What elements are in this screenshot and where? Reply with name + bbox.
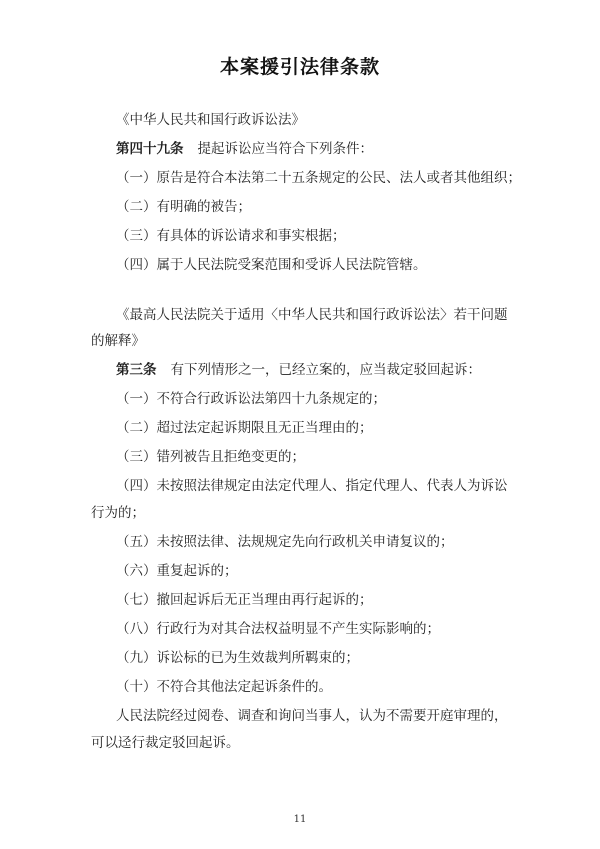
list-item: （四）未按照法律规定由法定代理人、指定代理人、代表人为诉讼 bbox=[116, 478, 508, 494]
page-title: 本案援引法律条款 bbox=[219, 56, 380, 78]
list-item: （九）诉讼标的已为生效裁判所羁束的； bbox=[116, 650, 359, 666]
list-item: （五）未按照法律、法规规定先向行政机关申请复议的； bbox=[116, 534, 454, 550]
closing-paragraph-cont: 可以迳行裁定驳回起诉。 bbox=[91, 735, 240, 751]
article-text: 提起诉讼应当符合下列条件： bbox=[197, 141, 373, 157]
list-item: （四）属于人民法院受案范围和受诉人民法院管辖。 bbox=[116, 257, 427, 273]
list-item: （二）超过法定起诉期限且无正当理由的； bbox=[116, 420, 373, 436]
article-head: 第三条 bbox=[116, 362, 157, 378]
list-item: （三）错列被告且拒绝变更的； bbox=[116, 449, 305, 465]
closing-paragraph: 人民法院经过阅卷、调查和询问当事人，认为不需要开庭审理的， bbox=[116, 708, 508, 724]
list-item: （一）不符合行政诉讼法第四十九条规定的； bbox=[116, 391, 386, 407]
law-title-interpretation: 《最高人民法院关于适用〈中华人民共和国行政诉讼法〉若干问题 bbox=[116, 307, 508, 323]
article-head: 第四十九条 bbox=[116, 141, 184, 157]
list-item: （八）行政行为对其合法权益明显不产生实际影响的； bbox=[116, 621, 440, 637]
list-item: （十）不符合其他法定起诉条件的。 bbox=[116, 679, 332, 695]
article-3 bbox=[116, 358, 481, 378]
article-49 bbox=[116, 137, 373, 157]
list-item: （六）重复起诉的； bbox=[116, 563, 238, 579]
law-title-interpretation-cont: 的解释》 bbox=[91, 333, 145, 349]
article-text: 有下列情形之一，已经立案的，应当裁定驳回起诉： bbox=[170, 362, 481, 378]
page-number: 11 bbox=[293, 814, 307, 825]
list-item: （一）原告是符合本法第二十五条规定的公民、法人或者其他组织； bbox=[116, 170, 521, 186]
list-item-continuation: 行为的； bbox=[91, 505, 145, 521]
list-item: （三）有具体的诉讼请求和事实根据； bbox=[116, 228, 346, 244]
list-item: （七）撤回起诉后无正当理由再行起诉的； bbox=[116, 592, 373, 608]
list-item: （二）有明确的被告； bbox=[116, 199, 251, 215]
law-title-admin-litigation: 《中华人民共和国行政诉讼法》 bbox=[116, 112, 305, 128]
